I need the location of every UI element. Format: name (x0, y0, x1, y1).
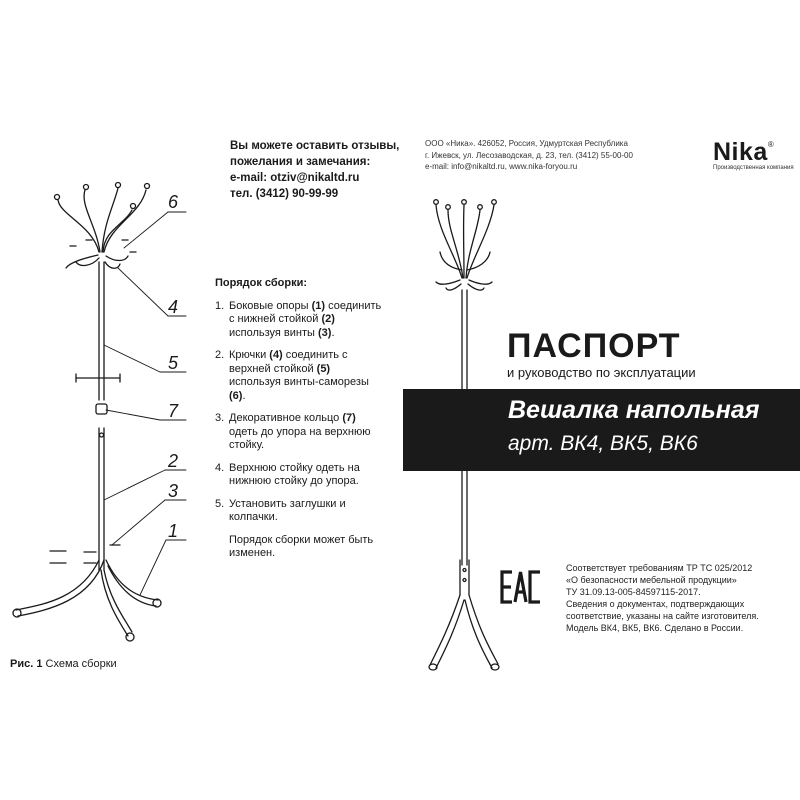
step-text: Установить заглушки и колпачки. (229, 497, 346, 523)
callout-5: 5 (168, 353, 179, 373)
logo-subtitle: Производственная компания (713, 165, 794, 171)
company-line-1: ООО «Ника». 426052, Россия, Удмуртская Республика (425, 139, 628, 148)
feedback-contact (230, 138, 399, 202)
step-number: 2. (215, 349, 225, 361)
assembly-heading: Порядок сборки: (215, 277, 308, 289)
decorative-ring (96, 404, 107, 414)
product-article: арт. ВК4, ВК5, ВК6 (508, 432, 698, 455)
step-text: Верхнюю стойку одеть на нижнюю стойку до упора. (229, 461, 360, 487)
callout-1: 1 (168, 521, 179, 541)
callout-7: 7 (168, 401, 179, 421)
connector-screw (76, 374, 120, 382)
step-text: Боковые опоры (1) соединить с нижней стойкой (2) используя винты (3). (229, 299, 382, 339)
feedback-line-1: Вы можете оставить отзывы, (230, 140, 400, 152)
cert-line-5: Модель ВК4, ВК5, ВК6. Сделано в России. (566, 623, 744, 633)
callout-3: 3 (168, 481, 179, 501)
assembly-step (215, 498, 385, 525)
cert-line-2: «О безопасности мебельной продукции» (566, 575, 737, 585)
logo-registered: ® (767, 140, 774, 149)
cert-line-1: Соответствует требованиям ТР ТС 025/2012 (566, 563, 753, 573)
assembly-diagram (0, 170, 200, 650)
callout-2: 2 (168, 451, 179, 471)
step-number: 4. (215, 461, 225, 474)
top-hooks (55, 183, 150, 253)
feedback-phone: тел. (3412) 90-99-99 (230, 188, 339, 200)
base-screws (50, 545, 120, 563)
base-legs (13, 560, 161, 641)
document-title: ПАСПОРТ (507, 327, 681, 365)
caption-label: Рис. 1 (10, 658, 43, 670)
step-text: Крючки (4) соединить с верхней стойкой (5) используя винты-саморезы (6). (229, 349, 369, 402)
assembly-step (215, 300, 385, 341)
cert-line-4: Сведения о документах, подтверждающих соответствие, указаны на сайте изготовителя. (566, 599, 759, 621)
step-number: 5. (215, 497, 225, 510)
upper-post (99, 262, 104, 400)
assembly-note: Порядок сборки может быть изменен. (229, 533, 374, 559)
company-line-3: e-mail: info@nikaltd.ru, www.nika-foryou.ru (425, 162, 578, 171)
callout-4: 4 (168, 297, 179, 317)
company-info (425, 138, 633, 173)
step-number: 1. (215, 299, 225, 312)
product-name: Вешалка напольная (508, 396, 760, 424)
company-line-2: г. Ижевск, ул. Лесозаводская, д. 23, тел. (3412) 55-00-00 (425, 150, 633, 160)
feedback-email: e-mail: otziv@nikaltd.ru (230, 172, 360, 184)
caption-text: Схема сборки (42, 658, 117, 670)
assembly-instructions (215, 277, 385, 561)
nika-logo (713, 138, 794, 171)
feedback-line-2: пожелания и замечания: (230, 156, 371, 168)
callout-6: 6 (168, 192, 179, 212)
assembly-step (215, 412, 385, 453)
short-hooks (66, 255, 128, 268)
eac-mark-icon (500, 570, 542, 604)
lower-post (99, 428, 104, 570)
step-number: 3. (215, 412, 225, 424)
certification-info (566, 562, 796, 634)
cert-line-3: ТУ 31.09.13-005-84597115-2017. (566, 587, 701, 597)
assembly-step (215, 349, 385, 403)
figure-caption (10, 658, 117, 670)
assembly-step (215, 462, 385, 489)
step-text: Декоративное кольцо (7) одеть до упора на верхнюю стойку. (229, 412, 371, 451)
document-subtitle: и руководство по эксплуатации (507, 365, 696, 380)
logo-word: Nika (713, 138, 768, 166)
